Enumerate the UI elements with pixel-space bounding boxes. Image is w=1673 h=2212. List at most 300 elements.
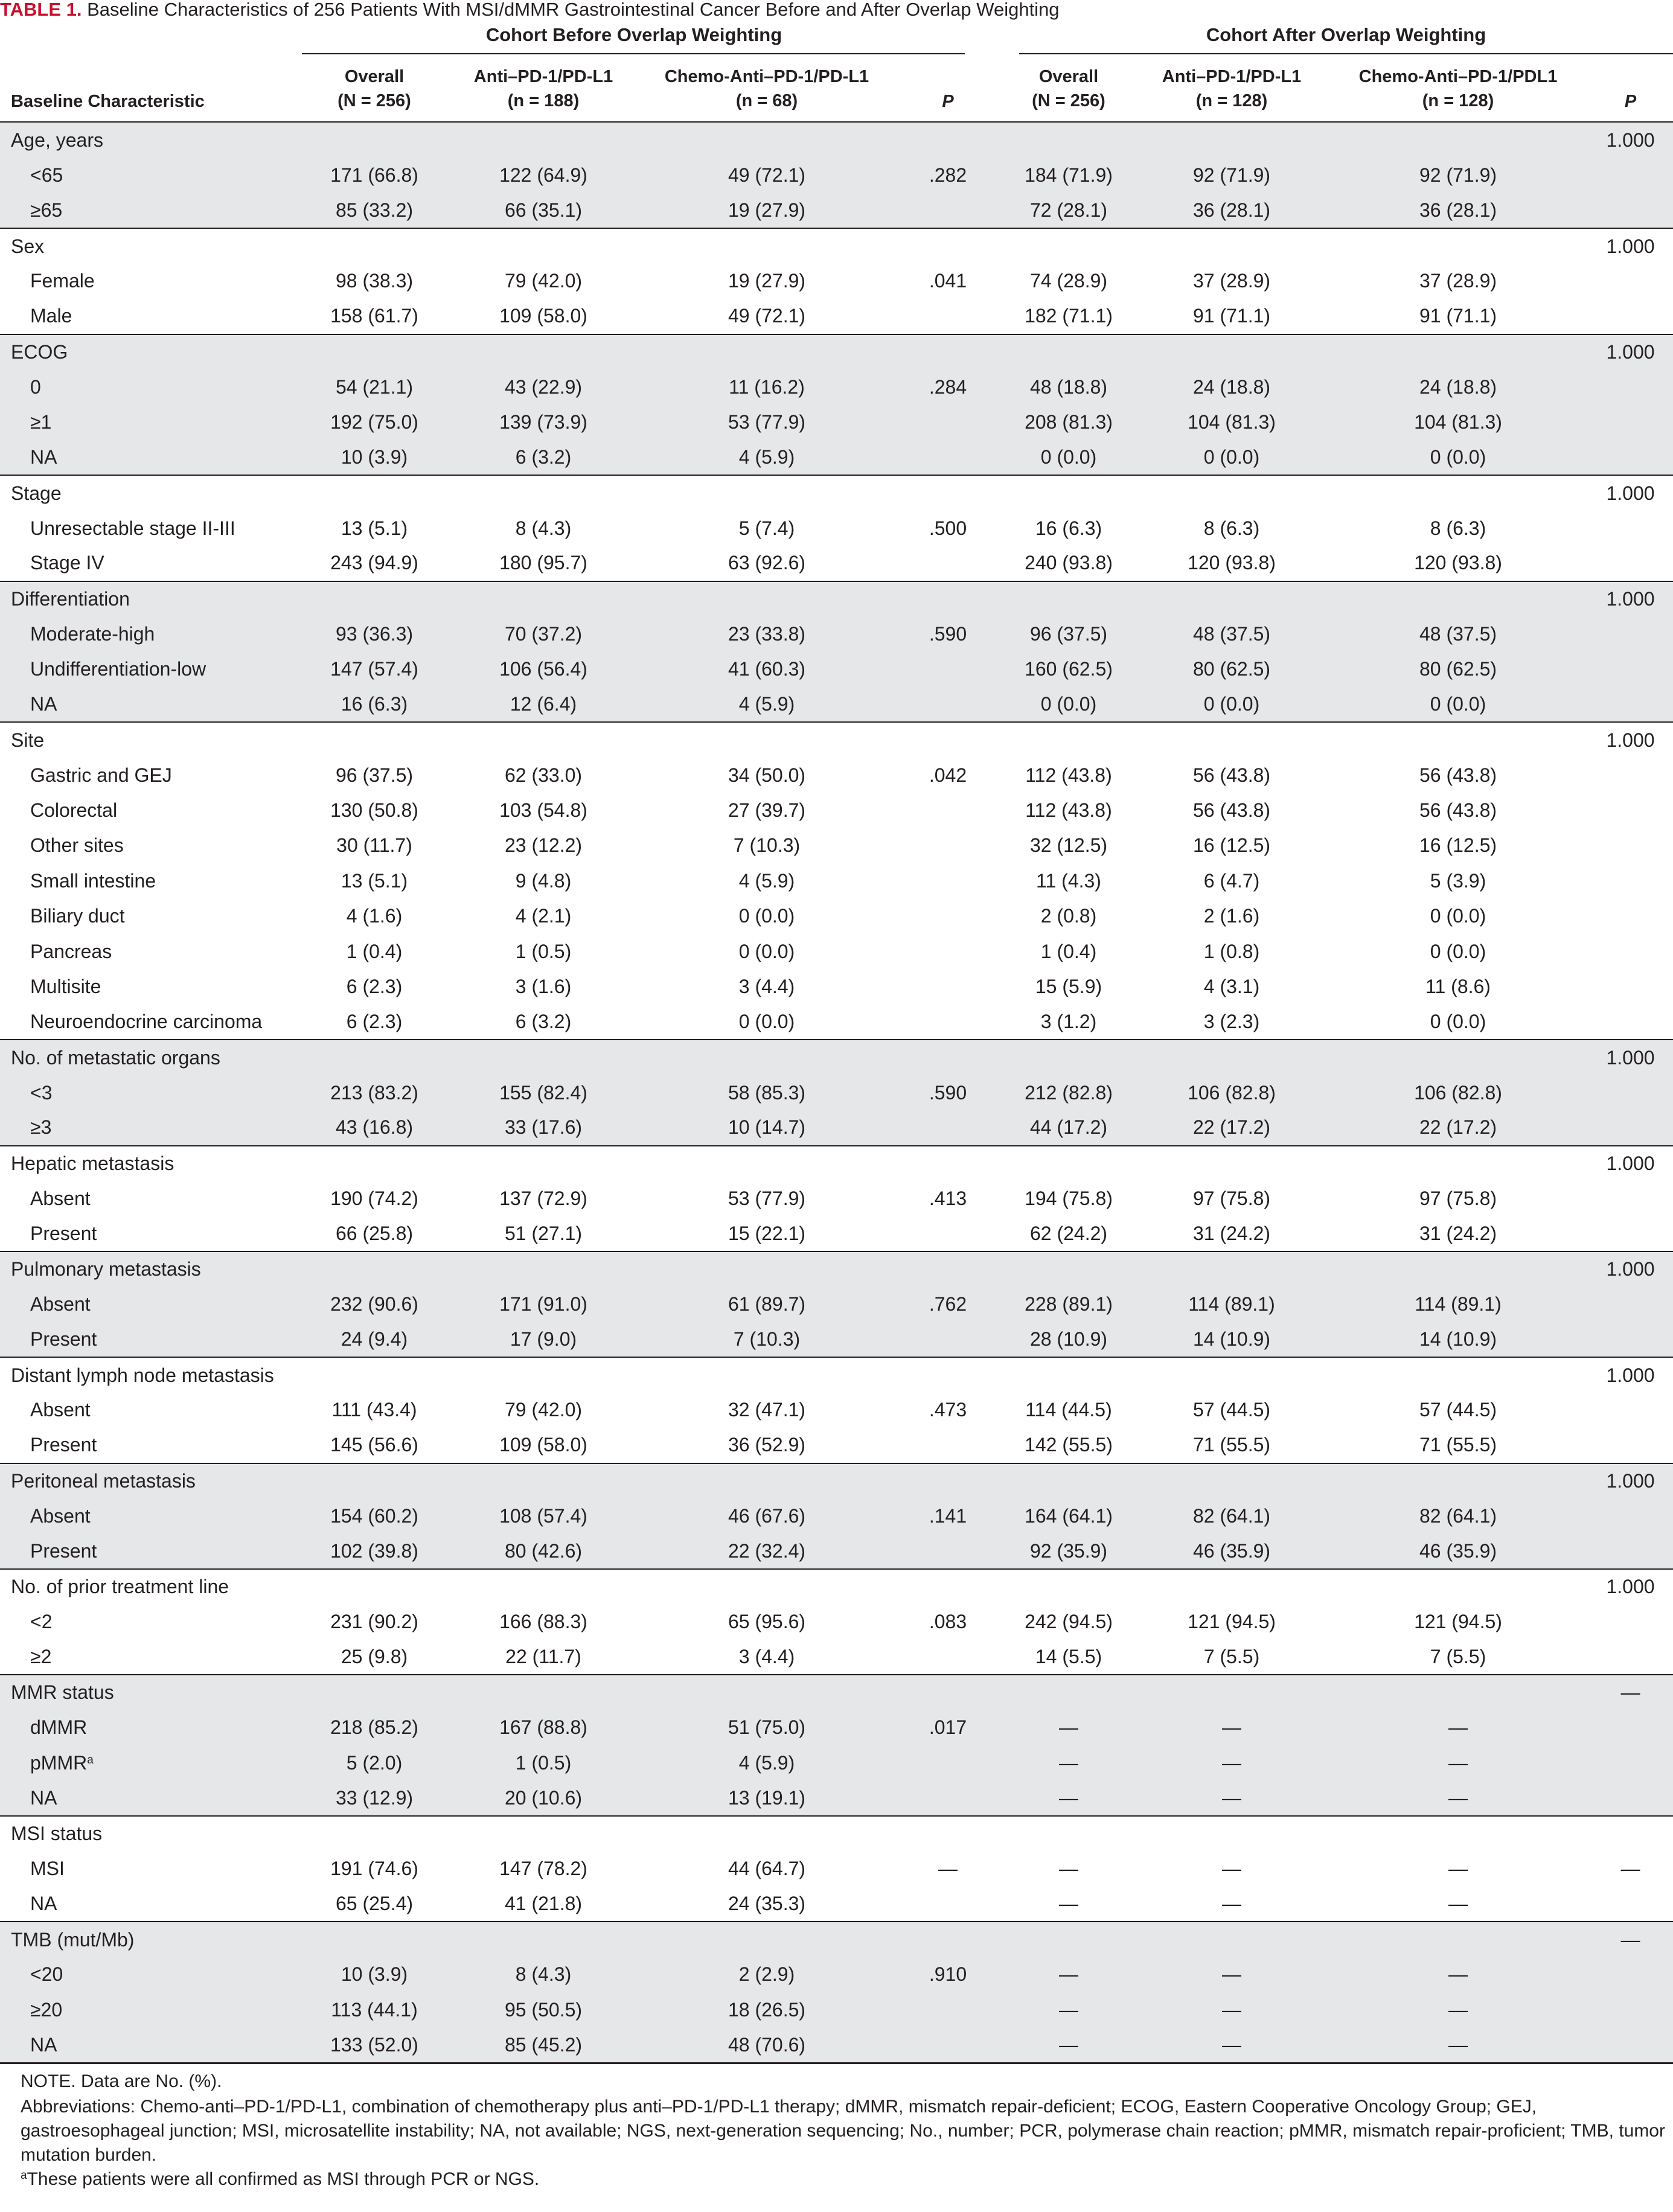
table-cell: 56 (43.8)	[1419, 799, 1497, 822]
category-label: TMB (mut/Mb)	[0, 1922, 302, 1957]
table-cell	[1135, 334, 1328, 369]
table-cell: 16 (6.3)	[302, 687, 447, 722]
table-cell	[894, 970, 1002, 1005]
table-cell	[1135, 581, 1328, 616]
table-cell	[1135, 1357, 1328, 1392]
row-label: Undifferentiation-low	[0, 652, 302, 687]
table-cell: 15 (5.9)	[1035, 976, 1102, 998]
table-cell: 44 (17.2)	[1002, 1110, 1135, 1145]
table-cell: 171 (91.0)	[447, 1287, 640, 1322]
table-cell	[447, 1569, 640, 1604]
table-cell	[1588, 793, 1673, 828]
category-label: Distant lymph node metastasis	[0, 1357, 302, 1392]
table-cell: 7 (10.3)	[640, 1322, 894, 1357]
row-label: Female	[30, 270, 95, 292]
table-cell: 32 (12.5)	[1029, 834, 1108, 857]
table-cell: —	[1588, 1675, 1673, 1710]
table-cell: 80 (62.5)	[1328, 652, 1588, 687]
table-cell: —	[1448, 1893, 1468, 1915]
group-header-after: Cohort After Overlap Weighting	[1206, 24, 1486, 45]
table-cell	[1002, 1251, 1135, 1287]
table-cell	[894, 440, 1002, 475]
table-row	[0, 1887, 1673, 1922]
row-label: Absent	[0, 1287, 302, 1322]
table-title: Baseline Characteristics of 256 Patients With MSI/dMMR Gastrointestinal Cancer Before and After Overlap Weighting	[87, 0, 1060, 20]
table-cell: 120 (93.8)	[1414, 552, 1502, 574]
table-cell: 46 (67.6)	[640, 1498, 894, 1533]
table-cell: 112 (43.8)	[1025, 764, 1112, 786]
table-cell: 85 (33.2)	[302, 193, 447, 228]
row-label: Present	[0, 1534, 302, 1569]
table-cell	[447, 1675, 640, 1710]
table-cell	[1588, 511, 1673, 546]
table-cell	[1328, 1816, 1588, 1851]
table-cell	[1588, 1710, 1673, 1745]
table-cell: 97 (75.8)	[1192, 1187, 1271, 1209]
table-cell: 15 (22.1)	[728, 1222, 806, 1244]
table-cell	[1588, 299, 1673, 334]
table-cell	[894, 1040, 1002, 1075]
table-row	[0, 687, 1673, 722]
table-cell: .083	[929, 1611, 967, 1633]
table-cell	[1588, 405, 1673, 440]
table-cell	[1588, 546, 1673, 581]
table-cell	[1588, 863, 1673, 898]
table-cell: 31 (24.2)	[1192, 1222, 1271, 1244]
table-cell: 192 (75.0)	[302, 405, 447, 440]
footnote: $^a$These patients were all confirmed as MSI through PCR or NGS.	[21, 2169, 540, 2189]
table-cell: 0 (0.0)	[1430, 940, 1486, 962]
table-cell	[1135, 722, 1328, 757]
table-cell	[1588, 369, 1673, 404]
table-cell	[1002, 1146, 1135, 1181]
table-cell	[640, 581, 894, 616]
table-cell: 0 (0.0)	[1002, 687, 1135, 722]
table-cell	[1135, 228, 1328, 263]
table-cell: 37 (28.9)	[1192, 270, 1271, 292]
table-cell: —	[1002, 1957, 1135, 1992]
table-cell	[302, 1463, 447, 1498]
table-cell	[1328, 123, 1588, 158]
table-row	[0, 264, 1673, 299]
table-cell	[1328, 1569, 1588, 1604]
table-row	[0, 1781, 1673, 1816]
table-row	[0, 828, 1673, 863]
table-cell: —	[1328, 1992, 1588, 2027]
table-cell: 4 (2.1)	[515, 905, 572, 927]
table-cell: 92 (71.9)	[1135, 158, 1328, 193]
table-cell	[894, 1216, 1002, 1251]
table-row	[0, 1534, 1673, 1569]
table-cell	[1135, 1040, 1328, 1075]
table-cell	[894, 299, 1002, 334]
table-cell: 0 (0.0)	[1430, 1011, 1486, 1033]
table-cell	[447, 1146, 640, 1181]
table-cell: 56 (43.8)	[1419, 764, 1497, 786]
table-cell: 71 (55.5)	[1419, 1434, 1497, 1456]
table-cell: 70 (37.2)	[447, 616, 640, 651]
table-cell: 36 (28.1)	[1135, 193, 1328, 228]
table-cell: 242 (94.5)	[1025, 1611, 1113, 1633]
table-cell	[1002, 722, 1135, 757]
table-cell	[894, 828, 1002, 863]
table-cell	[447, 1251, 640, 1287]
table-cell	[1135, 475, 1328, 510]
table-cell: 72 (28.1)	[1002, 193, 1135, 228]
table-cell: 80 (62.5)	[1135, 652, 1328, 687]
table-cell: 25 (9.8)	[341, 1646, 408, 1668]
table-cell	[894, 123, 1002, 158]
table-cell: .413	[929, 1187, 967, 1209]
table-cell: 98 (38.3)	[335, 270, 414, 292]
bottom-rule	[0, 2062, 1673, 2064]
table-cell: —	[1588, 1922, 1673, 1957]
table-cell	[302, 1816, 447, 1851]
table-cell: 160 (62.5)	[1002, 652, 1135, 687]
table-cell	[894, 1463, 1002, 1498]
table-cell: 92 (35.9)	[1002, 1534, 1135, 1569]
table-cell: 66 (25.8)	[335, 1222, 414, 1244]
table-cell	[447, 1040, 640, 1075]
table-cell: 194 (75.8)	[1025, 1187, 1113, 1209]
table-cell: 1.000	[1588, 228, 1673, 263]
table-row	[0, 1181, 1673, 1216]
table-cell	[1588, 687, 1673, 722]
table-cell: 82 (64.1)	[1135, 1498, 1328, 1533]
table-cell: 96 (37.5)	[335, 764, 414, 786]
table-cell	[447, 1463, 640, 1498]
row-label: Neuroendocrine carcinoma	[30, 1011, 263, 1033]
table-cell: 14 (10.9)	[1135, 1322, 1328, 1357]
table-row	[0, 1710, 1673, 1745]
table-cell: 1.000	[1588, 1569, 1673, 1604]
table-cell	[1588, 934, 1673, 969]
table-cell: 112 (43.8)	[1025, 799, 1112, 822]
table-cell	[894, 546, 1002, 581]
table-cell	[1002, 1040, 1135, 1075]
table-cell: .473	[929, 1399, 967, 1421]
category-row	[0, 1922, 1673, 1957]
table-cell	[447, 1922, 640, 1957]
table-cell: 231 (90.2)	[330, 1611, 418, 1633]
table-cell: 97 (75.8)	[1419, 1187, 1497, 1209]
table-cell	[894, 1428, 1002, 1463]
table-cell	[1328, 475, 1588, 510]
table-cell: 11 (4.3)	[1036, 869, 1101, 892]
category-row	[0, 1251, 1673, 1287]
table-cell: —	[1002, 1745, 1135, 1780]
table-cell: 23 (33.8)	[640, 616, 894, 651]
table-cell: 16 (12.5)	[1419, 834, 1497, 857]
table-cell: 180 (95.7)	[499, 552, 587, 574]
table-cell: 182 (71.1)	[1025, 305, 1113, 327]
table-cell: —	[1328, 1957, 1588, 1992]
table-cell	[894, 228, 1002, 263]
table-row	[0, 652, 1673, 687]
table-cell: —	[1059, 1858, 1078, 1880]
table-cell: —	[1135, 1745, 1328, 1780]
table-cell: 65 (25.4)	[335, 1893, 414, 1915]
table-cell: 6 (2.3)	[346, 976, 403, 998]
table-cell	[894, 1251, 1002, 1287]
row-label: NA	[30, 1893, 57, 1915]
table-cell: 17 (9.0)	[447, 1322, 640, 1357]
table-cell: 11 (8.6)	[1425, 976, 1491, 998]
row-label: NA	[0, 1781, 302, 1816]
table-cell: 113 (44.1)	[302, 1992, 447, 2027]
table-cell: 63 (92.6)	[728, 552, 806, 574]
table-cell	[1328, 581, 1588, 616]
table-cell	[1588, 1181, 1673, 1216]
table-cell: 22 (32.4)	[640, 1534, 894, 1569]
table-cell: 1.000	[1588, 581, 1673, 616]
table-cell: 16 (12.5)	[1192, 834, 1271, 857]
table-cell: 79 (42.0)	[504, 1399, 583, 1421]
table-cell: 191 (74.6)	[330, 1858, 418, 1880]
table-cell: 53 (77.9)	[728, 1187, 806, 1209]
table-cell	[447, 581, 640, 616]
table-notes	[0, 2070, 1673, 2191]
table-cell: 1.000	[1588, 123, 1673, 158]
table-row	[0, 1992, 1673, 2027]
table-cell: 147 (78.2)	[499, 1858, 587, 1880]
table-cell	[894, 1745, 1002, 1780]
table-cell: 4 (5.9)	[738, 869, 795, 892]
table-cell	[894, 334, 1002, 369]
row-label: ≥3	[0, 1110, 302, 1145]
table-cell: 82 (64.1)	[1328, 1498, 1588, 1533]
table-cell: 109 (58.0)	[499, 305, 587, 327]
table-cell: —	[1328, 1745, 1588, 1780]
table-row	[0, 1393, 1673, 1428]
table-cell: .590	[894, 1075, 1002, 1110]
category-label: No. of prior treatment line	[0, 1569, 302, 1604]
table-cell: 114 (89.1)	[1135, 1287, 1328, 1322]
table-cell	[1588, 1110, 1673, 1145]
table-cell: 5 (7.4)	[738, 517, 795, 539]
table-cell: 145 (56.6)	[330, 1434, 418, 1456]
category-label: Site	[0, 722, 302, 757]
table-cell: 53 (77.9)	[640, 405, 894, 440]
table-cell	[894, 1569, 1002, 1604]
table-cell	[894, 934, 1002, 969]
table-cell	[447, 722, 640, 757]
row-label: NA	[0, 2028, 302, 2063]
table-cell: 1.000	[1588, 722, 1673, 757]
table-cell	[1002, 1463, 1135, 1498]
table-row	[0, 1957, 1673, 1992]
table-cell	[1002, 334, 1135, 369]
table-row	[0, 793, 1673, 828]
table-cell: 32 (47.1)	[728, 1399, 806, 1421]
row-label: <20	[0, 1957, 302, 1992]
table-cell	[1588, 1604, 1673, 1639]
table-cell: 147 (57.4)	[302, 652, 447, 687]
table-label: TABLE 1.	[0, 0, 82, 20]
table-row	[0, 511, 1673, 546]
table-cell	[302, 1040, 447, 1075]
group-divider-after	[1019, 53, 1673, 54]
table-cell	[1588, 1075, 1673, 1110]
table-cell	[1588, 1005, 1673, 1040]
table-row	[0, 1005, 1673, 1040]
table-cell: 1 (0.4)	[1040, 940, 1097, 962]
table-cell: —	[1135, 1710, 1328, 1745]
category-row	[0, 123, 1673, 158]
header-chemo-anti-pd1-after: Chemo-Anti–PD-1/PDL1 (n = 128)	[1358, 67, 1558, 110]
table-cell	[1135, 1463, 1328, 1498]
table-cell: 106 (82.8)	[1328, 1075, 1588, 1110]
table-cell	[1588, 1428, 1673, 1463]
table-cell	[1328, 1675, 1588, 1710]
table-cell: 27 (39.7)	[728, 799, 806, 822]
table-cell: 96 (37.5)	[1002, 616, 1135, 651]
table-cell: —	[1135, 1957, 1328, 1992]
table-cell: 23 (12.2)	[504, 834, 583, 857]
table-cell	[1588, 1498, 1673, 1533]
table-cell	[1588, 1887, 1673, 1922]
category-row	[0, 1463, 1673, 1498]
table-cell: .590	[894, 616, 1002, 651]
table-cell: 111 (43.4)	[331, 1399, 417, 1421]
table-row	[0, 1075, 1673, 1110]
table-cell: 5 (3.9)	[1430, 869, 1486, 892]
table-cell: 20 (10.6)	[447, 1781, 640, 1816]
table-cell	[1328, 722, 1588, 757]
category-row	[0, 1675, 1673, 1710]
table-cell	[302, 581, 447, 616]
table-row	[0, 440, 1673, 475]
table-cell: 2 (0.8)	[1040, 905, 1097, 927]
table-cell	[640, 475, 894, 510]
table-cell: 1 (0.8)	[1203, 940, 1260, 962]
table-cell: 3 (1.6)	[515, 976, 572, 998]
table-cell	[1002, 581, 1135, 616]
table-cell: 4 (5.9)	[640, 1745, 894, 1780]
table-cell	[1588, 899, 1673, 934]
table-cell: 51 (75.0)	[640, 1710, 894, 1745]
table-cell	[1135, 1146, 1328, 1181]
table-row	[0, 2028, 1673, 2063]
row-label: Present	[30, 1434, 97, 1456]
table-cell: 58 (85.3)	[640, 1075, 894, 1110]
table-cell: 85 (45.2)	[447, 2028, 640, 2063]
table-cell: 139 (73.9)	[447, 405, 640, 440]
row-label: 0	[0, 369, 302, 404]
table-cell	[1135, 123, 1328, 158]
table-row	[0, 934, 1673, 969]
table-cell: 16 (6.3)	[1035, 517, 1102, 539]
table-cell: 91 (71.1)	[1419, 305, 1497, 327]
table-cell	[894, 1357, 1002, 1392]
table-cell: 240 (93.8)	[1025, 552, 1113, 574]
table-cell	[640, 334, 894, 369]
table-cell: 48 (37.5)	[1135, 616, 1328, 651]
row-label: ≥20	[0, 1992, 302, 2027]
category-row	[0, 1569, 1673, 1604]
table-cell: .500	[929, 517, 967, 539]
table-cell	[894, 863, 1002, 898]
table-cell: 1.000	[1588, 1357, 1673, 1392]
table-cell: 6 (3.2)	[515, 1011, 572, 1033]
row-label: ≥2	[30, 1646, 52, 1668]
table-cell: 8 (4.3)	[447, 1957, 640, 1992]
table-cell	[1328, 1040, 1588, 1075]
table-cell: 7 (10.3)	[733, 834, 801, 857]
table-cell: 2 (2.9)	[640, 1957, 894, 1992]
table-cell	[1135, 1675, 1328, 1710]
table-cell	[640, 1251, 894, 1287]
table-cell: 184 (71.9)	[1002, 158, 1135, 193]
table-cell: —	[1002, 1992, 1135, 2027]
table-cell: 212 (82.8)	[1002, 1075, 1135, 1110]
table-cell	[1588, 1640, 1673, 1675]
table-cell: 56 (43.8)	[1192, 764, 1271, 786]
table-cell: 1.000	[1588, 334, 1673, 369]
table-cell	[640, 228, 894, 263]
table-cell: 1 (0.5)	[447, 1745, 640, 1780]
table-cell: 243 (94.9)	[330, 552, 418, 574]
table-cell	[1328, 1357, 1588, 1392]
table-cell: 114 (89.1)	[1328, 1287, 1588, 1322]
table-row	[0, 1604, 1673, 1639]
table-cell: 10 (3.9)	[302, 440, 447, 475]
table-cell	[640, 1569, 894, 1604]
table-cell: 56 (43.8)	[1192, 799, 1271, 822]
table-row	[0, 405, 1673, 440]
table-cell	[302, 475, 447, 510]
table-cell: 14 (5.5)	[1035, 1646, 1102, 1668]
row-label: Pancreas	[30, 940, 112, 962]
table-cell: —	[1448, 1858, 1468, 1880]
table-cell: 33 (12.9)	[302, 1781, 447, 1816]
table-cell: —	[1328, 1781, 1588, 1816]
table-cell: 9 (4.8)	[515, 869, 572, 892]
table-cell	[1588, 1393, 1673, 1428]
table-cell	[302, 123, 447, 158]
table-cell: .282	[894, 158, 1002, 193]
row-label: Moderate-high	[0, 616, 302, 651]
table-cell	[640, 1357, 894, 1392]
table-row	[0, 1216, 1673, 1251]
table-cell	[640, 1922, 894, 1957]
table-cell: —	[1135, 2028, 1328, 2063]
table-cell: 41 (60.3)	[640, 652, 894, 687]
table-cell: 22 (17.2)	[1135, 1110, 1328, 1145]
table-cell: 92 (71.9)	[1328, 158, 1588, 193]
table-cell: .910	[894, 1957, 1002, 1992]
table-cell: 51 (27.1)	[504, 1222, 583, 1244]
category-label: ECOG	[0, 334, 302, 369]
table-cell	[447, 123, 640, 158]
table-cell: 13 (19.1)	[640, 1781, 894, 1816]
table-cell	[1588, 616, 1673, 651]
category-row	[0, 1040, 1673, 1075]
table-cell: 10 (14.7)	[640, 1110, 894, 1145]
table-cell	[1135, 1922, 1328, 1957]
row-label: <3	[0, 1075, 302, 1110]
header-p-before: P	[942, 92, 954, 111]
header-chemo-anti-pd1-before: Chemo-Anti–PD-1/PD-L1 (n = 68)	[664, 67, 869, 110]
table-cell: 1 (0.5)	[515, 940, 572, 962]
table-cell: 12 (6.4)	[447, 687, 640, 722]
table-cell: 4 (1.6)	[346, 905, 403, 927]
category-row	[0, 581, 1673, 616]
table-cell	[1135, 1251, 1328, 1287]
table-cell	[894, 1110, 1002, 1145]
table-cell	[1588, 1287, 1673, 1322]
category-row	[0, 1357, 1673, 1392]
